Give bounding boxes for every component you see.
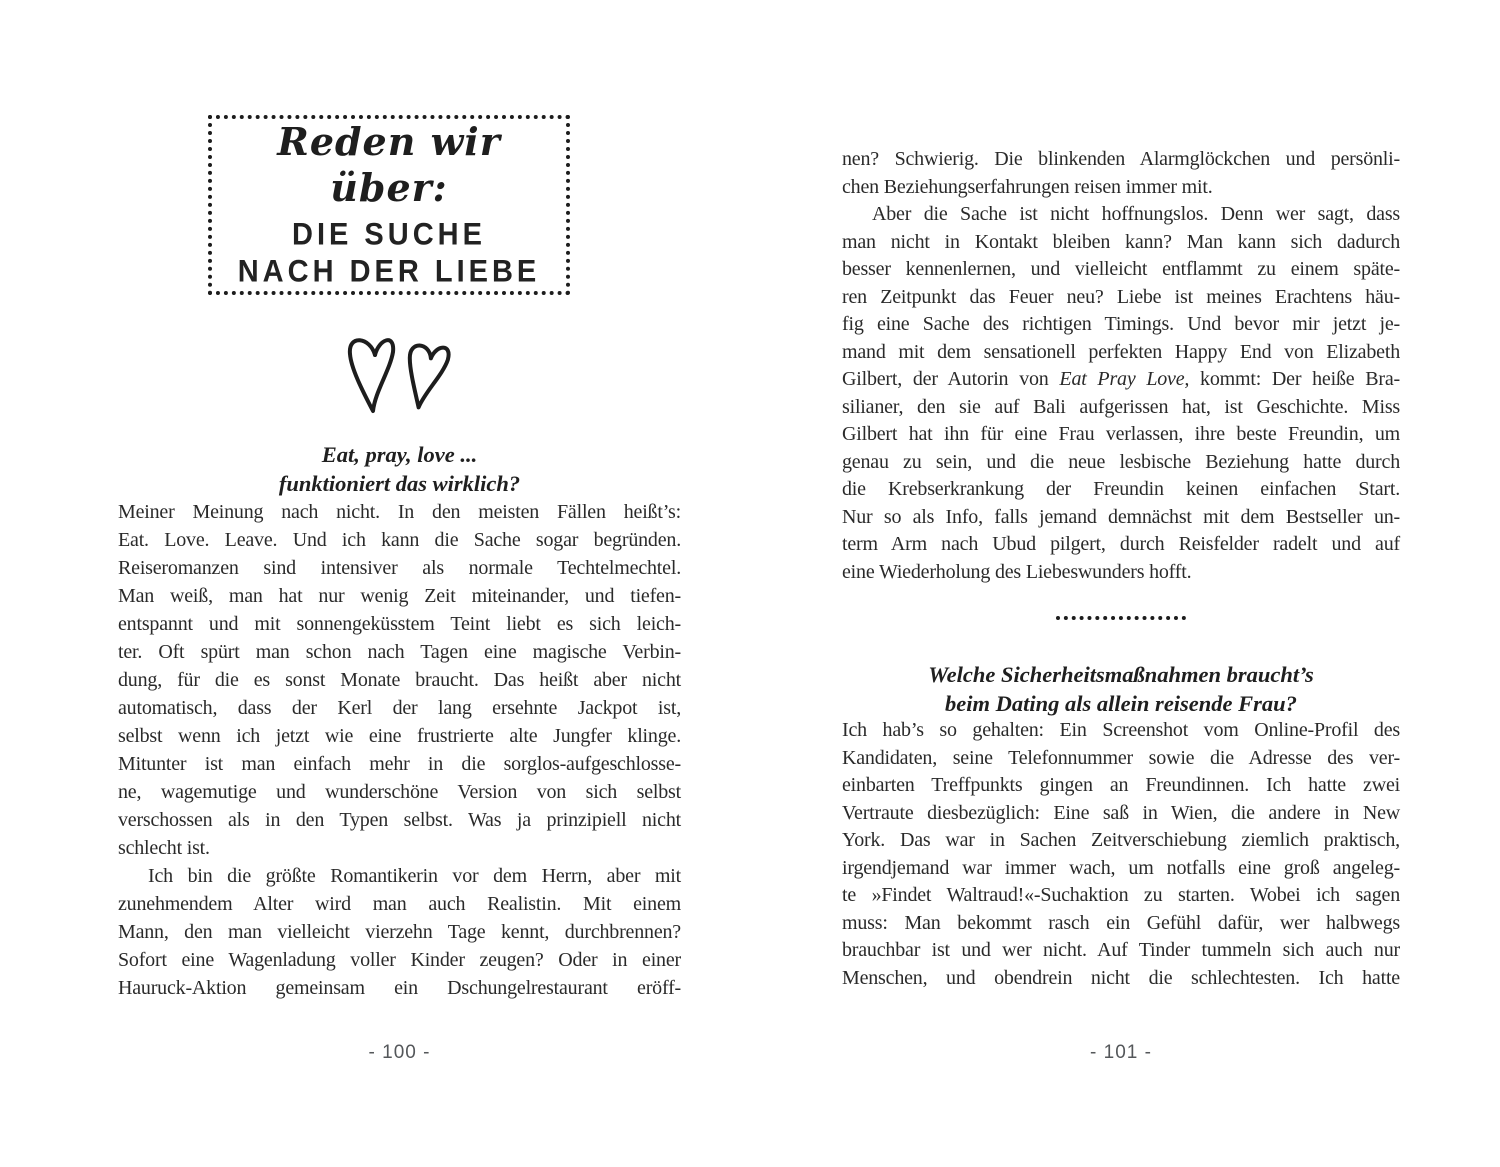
text-line: nen? Schwierig. Die blinkenden Alarmglöckchen und persönli- (842, 148, 1400, 170)
text-line: ren Zeitpunkt das Feuer neu? Liebe ist meines Erachtens häu- (842, 285, 1400, 308)
text-line: Man weiß, man hat nur wenig Zeit miteinander, und tiefen- (118, 585, 681, 607)
text-line: York. Das war in Sachen Zeitverschiebung ziemlich praktisch, (842, 829, 1400, 851)
text-line: man nicht in Kontakt bleiben kann? Man kann sich dadurch (842, 230, 1400, 253)
text-line: eine Wiederholung des Liebeswunders hofft. (842, 560, 1192, 583)
chapter-title-box (208, 115, 570, 295)
text-line: entspannt und mit sonnengeküsstem Teint liebt es sich leich- (118, 613, 681, 635)
text-line: chen Beziehungserfahrungen reisen immer mit. (842, 175, 1213, 198)
text-line: dung, für die es sonst Monate braucht. Das heißt aber nicht (118, 669, 681, 691)
text-line: brauchbar ist und wer nicht. Auf Tinder tummeln sich auch nur (842, 939, 1400, 961)
text-line: te »Findet Waltraud!«-Suchaktion zu starten. Wobei ich sagen (842, 884, 1400, 906)
section-divider-dots-icon (1056, 616, 1186, 620)
text-line: schlecht ist. (118, 837, 210, 859)
text-line: automatisch, dass der Kerl der lang ersehnte Jackpot ist, (118, 697, 681, 719)
left-page-body-text (118, 498, 681, 1002)
section-heading-left-line-1: Eat, pray, love ... (321, 442, 478, 467)
text-line: selbst wenn ich jetzt wie eine frustrierte alte Jungfer klinge. (118, 725, 681, 747)
page-number-right: - 101 - (1090, 1042, 1152, 1063)
text-line: mand mit dem sensationell perfekten Happy End von Elizabeth (842, 340, 1400, 363)
text-line: genau zu sein, und die neue lesbische Beziehung hatte durch (842, 450, 1400, 473)
text-line: Reiseromanzen sind intensiver als normale Techtelmechtel. (118, 557, 681, 579)
hearts-icon (338, 330, 478, 426)
section-heading-right-line-1: Welche Sicherheitsmaßnahmen braucht’s (928, 662, 1314, 687)
text-line: Menschen, und obendrein nicht die schlechtesten. Ich hatte (842, 966, 1400, 989)
text-line: Hauruck-Aktion gemeinsam ein Dschungelrestaurant eröff- (118, 977, 681, 999)
text-line: fig eine Sache des richtigen Timings. Und bevor mir jetzt je- (842, 313, 1400, 335)
chapter-kicker-script: Reden wir über: (277, 119, 501, 210)
text-line: Meiner Meinung nach nicht. In den meisten Fällen heißt’s: (118, 501, 681, 523)
chapter-title-line-1: DIE SUCHE (292, 217, 486, 253)
text-line: term Arm nach Ubud pilgert, durch Reisfelder radelt und auf (842, 533, 1400, 555)
text-line: Nur so als Info, falls jemand demnächst mit dem Bestseller un- (842, 505, 1400, 528)
right-page-body-text-1 (842, 146, 1400, 586)
text-line: einbarten Treffpunkts gingen an Freundinnen. Ich hatte zwei (842, 774, 1400, 796)
text-line: ne, wagemutige und wunderschöne Version von sich selbst (118, 781, 681, 803)
text-line: besser kennenlernen, und vielleicht entflammt zu einem späte- (842, 258, 1400, 280)
text-line: Aber die Sache ist nicht hoffnungslos. Denn wer sagt, dass (872, 203, 1400, 225)
text-line: Kandidaten, seine Telefonnummer sowie die Adresse des ver- (842, 746, 1400, 769)
text-line: verschossen als in den Typen selbst. Was ja prinzipiell nicht (118, 809, 681, 831)
section-heading-left-line-2: funktioniert das wirklich? (278, 471, 521, 496)
text-line: Vertraute diesbezüglich: Eine saß in Wien, die andere in New (842, 801, 1400, 824)
right-page-body-text-2 (842, 717, 1400, 992)
section-heading-right-line-2: beim Dating als allein reisende Frau? (945, 691, 1297, 716)
chapter-title-line-2: NACH DER LIEBE (237, 254, 541, 290)
text-line: Ich hab’s so gehalten: Ein Screenshot vom Online-Profil des (842, 719, 1400, 741)
text-line: Eat. Love. Leave. Und ich kann die Sache sogar begründen. (118, 529, 681, 551)
section-heading-right (842, 660, 1400, 718)
text-line: zunehmendem Alter wird man auch Realistin. Mit einem (118, 893, 681, 915)
text-line: silianer, den sie auf Bali aufgerissen hat, ist Geschichte. Miss (842, 395, 1400, 418)
text-line: Mann, den man vielleicht vierzehn Tage kennt, durchbrennen? (118, 921, 681, 943)
text-line: Mitunter ist man einfach mehr in die sorglos-aufgeschlosse- (118, 753, 681, 775)
section-heading-left (118, 440, 681, 498)
text-line: Gilbert, der Autorin von Eat Pray Love, kommt: Der heiße Bra- (842, 368, 1400, 390)
text-line: muss: Man bekommt rasch ein Gefühl dafür, wer halbwegs (842, 911, 1400, 934)
text-line: ter. Oft spürt man schon nach Tagen eine magische Verbin- (118, 641, 681, 663)
text-line: Gilbert hat ihn für eine Frau verlassen, ihre beste Freundin, um (842, 423, 1400, 445)
text-line: Ich bin die größte Romantikerin vor dem Herrn, aber mit (148, 865, 681, 887)
text-line: die Krebserkrankung der Freundin keinen einfachen Start. (842, 478, 1400, 500)
text-line: Sofort eine Wagenladung voller Kinder zeugen? Oder in einer (118, 949, 681, 971)
page-number-left: - 100 - (368, 1042, 431, 1063)
text-line: irgendjemand war immer wach, um notfalls eine groß angeleg- (842, 856, 1400, 879)
